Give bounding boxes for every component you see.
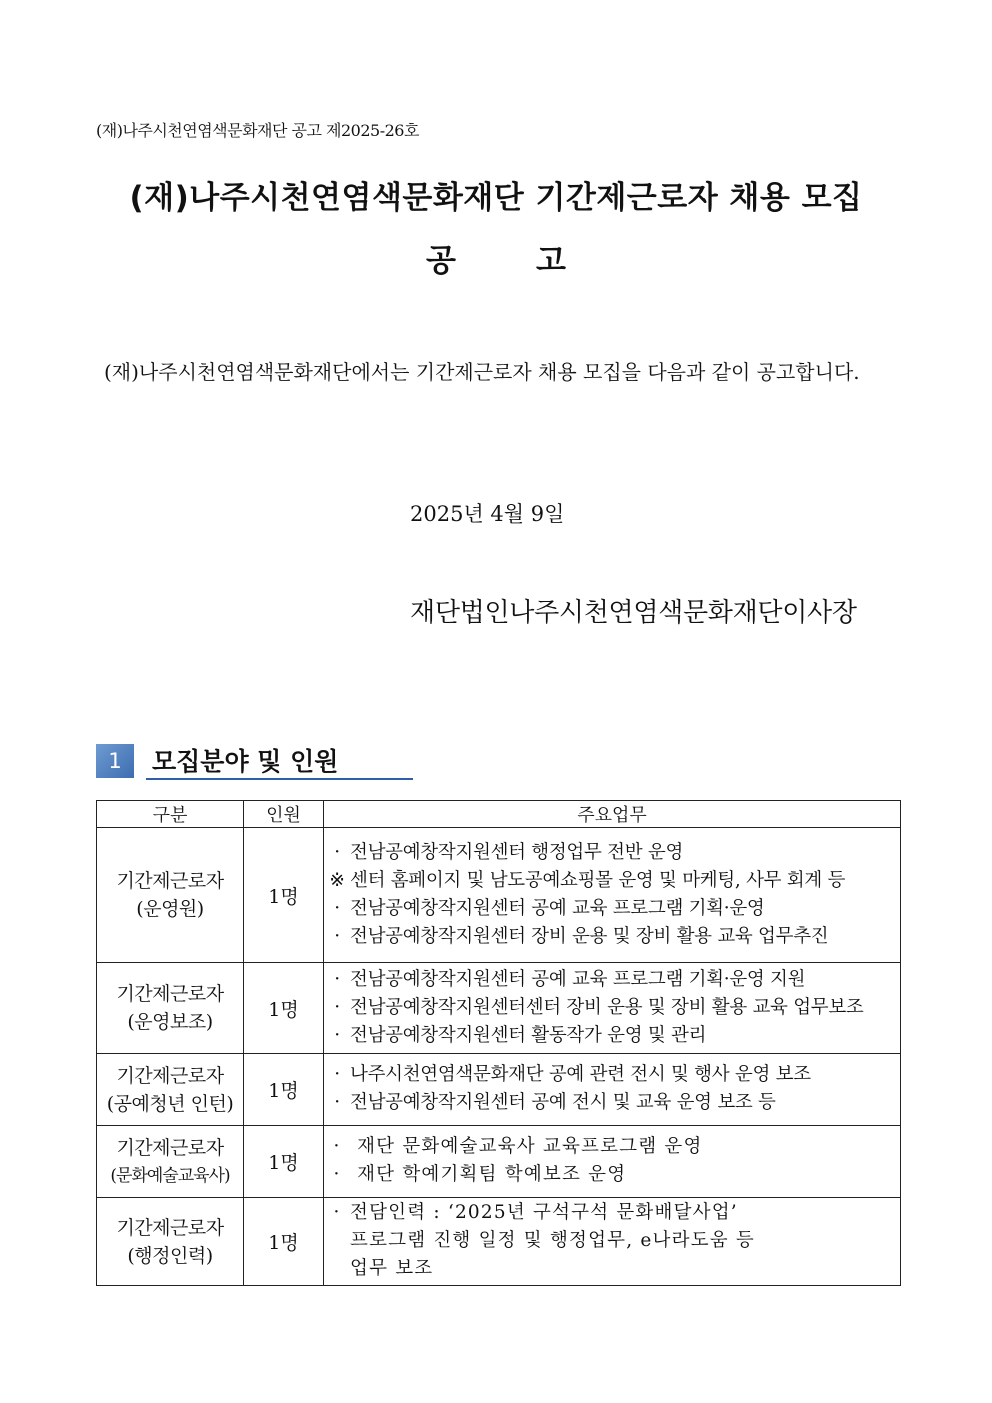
category-detail: (문화예술교육사)	[110, 1165, 230, 1186]
category-label: 기간제근로자	[116, 1064, 224, 1087]
category-cell	[97, 1198, 244, 1286]
duty-item: · 전남공예창작지원센터 공예 교육 프로그램 기획·운영	[334, 897, 765, 919]
table-row	[97, 828, 901, 963]
table-row	[97, 1198, 901, 1286]
table-row	[97, 1126, 901, 1198]
duties-cell	[324, 1198, 901, 1286]
count-cell: 1명	[244, 1054, 324, 1126]
category-cell	[97, 1054, 244, 1126]
table-row	[97, 1054, 901, 1126]
count-cell: 1명	[244, 1126, 324, 1198]
category-detail: (운영보조)	[127, 1011, 213, 1033]
duty-item: · 전남공예창작지원센터 활동작가 운영 및 관리	[334, 1024, 707, 1046]
duty-item: · 나주시천연염색문화재단 공예 관련 전시 및 행사 운영 보조	[334, 1064, 811, 1085]
signer: 재단법인나주시천연염색문화재단이사장	[410, 598, 857, 628]
duty-item: · 전남공예창작지원센터센터 장비 운용 및 장비 활용 교육 업무보조	[334, 996, 864, 1018]
category-cell	[97, 828, 244, 963]
header-duties: 주요업무	[324, 801, 901, 828]
count-cell: 1명	[244, 828, 324, 963]
duty-item: · 전남공예창작지원센터 행정업무 전반 운영	[334, 841, 684, 863]
category-cell	[97, 1126, 244, 1198]
page-subtitle: 공고	[426, 243, 646, 279]
duties-cell	[324, 1126, 901, 1198]
duties-cell	[324, 963, 901, 1054]
duties-cell	[324, 828, 901, 963]
duty-item: · 전담인력 : ‘2025년 구석구석 문화배달사업’	[333, 1202, 738, 1223]
duty-item: · 전남공예창작지원센터 공예 전시 및 교육 운영 보조 등	[334, 1092, 776, 1113]
table-row	[97, 963, 901, 1054]
duty-item: 프로그램 진행 일정 및 행정업무, e나라도움 등	[350, 1230, 755, 1251]
intro-paragraph: (재)나주시천연염색문화재단에서는 기간제근로자 채용 모집을 다음과 같이 공고합니다.	[104, 360, 860, 384]
header-category: 구분	[97, 801, 244, 828]
duty-item: · 재단 문화예술교육사 교육프로그램 운영	[333, 1136, 703, 1157]
category-label: 기간제근로자	[116, 1216, 224, 1239]
duty-item: · 전남공예창작지원센터 공예 교육 프로그램 기획·운영 지원	[334, 968, 806, 990]
count-cell: 1명	[244, 1198, 324, 1286]
table-header-row	[97, 801, 901, 828]
count-cell: 1명	[244, 963, 324, 1054]
notice-date: 2025년 4월 9일	[410, 502, 565, 526]
header-count: 인원	[244, 801, 324, 828]
duty-item: · 재단 학예기획팀 학예보조 운영	[333, 1164, 627, 1185]
section-underline	[146, 778, 413, 780]
category-label: 기간제근로자	[116, 870, 224, 892]
duty-item: 업무 보조	[350, 1258, 434, 1279]
category-label: 기간제근로자	[116, 1136, 224, 1159]
section-number-badge: 1	[96, 744, 134, 778]
category-detail: (행정인력)	[127, 1244, 213, 1267]
page-title: (재)나주시천연염색문화재단 기간제근로자 채용 모집	[129, 180, 863, 216]
category-detail: (공예청년 인턴)	[106, 1092, 234, 1115]
notice-number: (재)나주시천연염색문화재단 공고 제2025-26호	[96, 121, 419, 140]
category-detail: (운영원)	[136, 898, 204, 920]
category-cell	[97, 963, 244, 1054]
duties-cell	[324, 1054, 901, 1126]
section-title: 모집분야 및 인원	[152, 747, 339, 776]
duty-item: · 전남공예창작지원센터 장비 운용 및 장비 활용 교육 업무추진	[334, 925, 829, 947]
recruitment-table	[96, 800, 901, 1286]
category-label: 기간제근로자	[116, 983, 224, 1005]
duty-item: ※ 센터 홈페이지 및 남도공예쇼핑몰 운영 및 마케팅, 사무 회계 등	[329, 869, 846, 891]
